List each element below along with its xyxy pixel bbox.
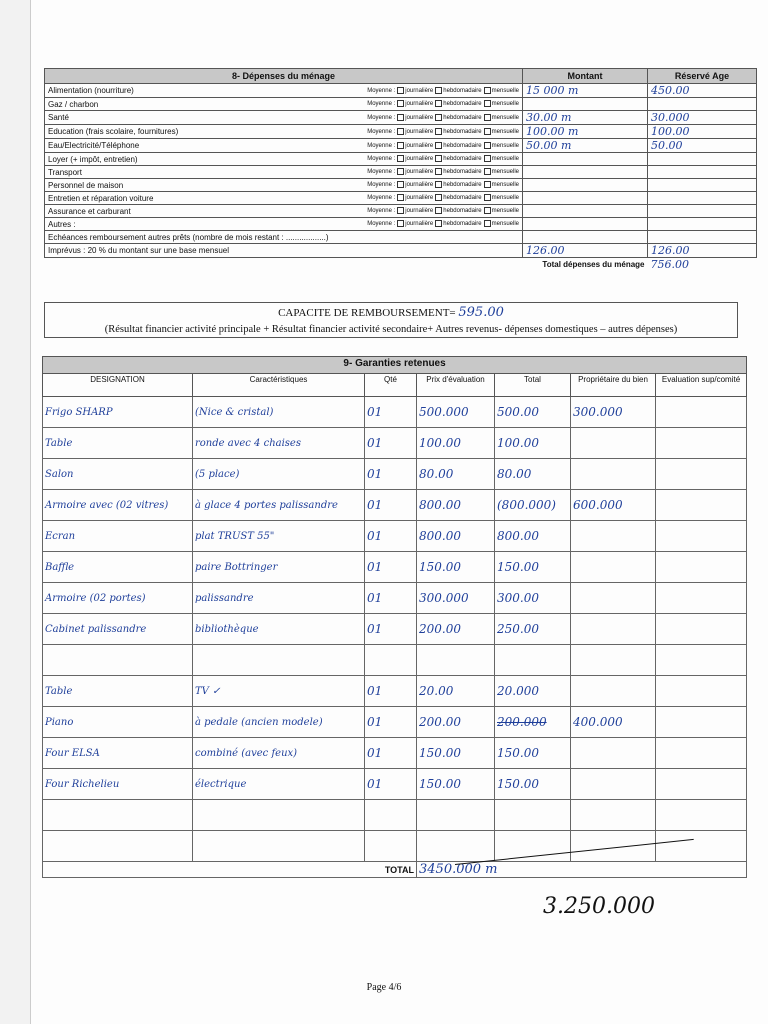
expense-amount [523,179,648,192]
frequency-label: mensuelle [491,143,520,150]
item-owner-value [571,614,656,645]
item-owner-value [571,459,656,490]
expenses-total-row [45,258,757,272]
frequency-checkbox[interactable] [435,194,442,201]
frequency-label: mensuelle [491,88,520,95]
guarantee-row [43,521,747,552]
frequency-checkbox[interactable] [397,207,404,214]
expense-label: Personnel de maison [45,179,345,192]
expense-row [45,218,757,231]
guarantees-column-header: Prix d'évaluation [417,374,495,397]
frequency-checkbox[interactable] [435,220,442,227]
item-price: 800.00 [417,521,495,552]
item-price: 150.00 [417,769,495,800]
frequency-prefix: Moyenne : [367,88,396,95]
item-price: 200.00 [417,707,495,738]
item-quantity: 01 [365,490,417,521]
item-total: 20.000 [495,676,571,707]
expense-reserved: 100.00 [648,125,757,139]
item-total: 150.00 [495,552,571,583]
item-total: 800.00 [495,521,571,552]
guarantee-row [43,800,747,831]
frequency-label: hebdomadaire [443,182,482,189]
expense-row [45,179,757,192]
item-owner-value: 300.000 [571,397,656,428]
capacity-label: CAPACITE DE REMBOURSEMENT= [278,307,456,319]
item-price: 150.00 [417,552,495,583]
frequency-label: journalière [405,115,434,122]
expense-label: Alimentation (nourriture) [45,84,345,98]
expense-reserved [648,166,757,179]
expense-amount [523,205,648,218]
grand-total: 3.250.000 [543,894,655,919]
expense-reserved [648,153,757,166]
expense-row [45,231,757,244]
guarantee-row [43,831,747,862]
frequency-label: mensuelle [491,156,520,163]
item-characteristics: (Nice & cristal) [193,397,365,428]
frequency-label: journalière [405,169,434,176]
frequency-options [345,179,523,192]
frequency-checkbox[interactable] [435,87,442,94]
frequency-checkbox[interactable] [435,181,442,188]
item-designation [43,831,193,862]
frequency-prefix: Moyenne : [367,182,396,189]
item-characteristics: paire Bottringer [193,552,365,583]
item-price: 300.000 [417,583,495,614]
item-designation: Cabinet palissandre [43,614,193,645]
expenses-total-label: Total dépenses du ménage [542,260,645,269]
frequency-label: hebdomadaire [443,88,482,95]
item-quantity: 01 [365,521,417,552]
item-evaluation [656,614,747,645]
item-total: (800.000) [495,490,571,521]
reserved-header: Réservé Age [648,69,757,84]
guarantee-row [43,428,747,459]
item-evaluation [656,459,747,490]
item-price [417,831,495,862]
item-characteristics: bibliothèque [193,614,365,645]
guarantees-table [42,356,747,878]
item-characteristics: plat TRUST 55" [193,521,365,552]
guarantee-row [43,552,747,583]
frequency-options [345,84,523,98]
item-evaluation [656,831,747,862]
item-characteristics: (5 place) [193,459,365,490]
expense-amount [523,231,648,244]
item-designation [43,645,193,676]
frequency-checkbox[interactable] [484,87,491,94]
frequency-checkbox[interactable] [484,114,491,121]
item-total: 80.00 [495,459,571,490]
expense-reserved: 450.00 [648,84,757,98]
amount-header: Montant [523,69,648,84]
item-price: 500.000 [417,397,495,428]
item-evaluation [656,676,747,707]
frequency-checkbox[interactable] [484,100,491,107]
frequency-checkbox[interactable] [397,194,404,201]
frequency-prefix: Moyenne : [367,221,396,228]
expense-label: Santé [45,111,345,125]
frequency-prefix: Moyenne : [367,129,396,136]
expense-row [45,98,757,111]
item-designation: Salon [43,459,193,490]
item-price: 80.00 [417,459,495,490]
expense-reserved [648,179,757,192]
item-price: 200.00 [417,614,495,645]
frequency-options [345,153,523,166]
frequency-checkbox[interactable] [435,168,442,175]
frequency-prefix: Moyenne : [367,143,396,150]
item-total: 250.00 [495,614,571,645]
frequency-label: journalière [405,101,434,108]
item-quantity: 01 [365,397,417,428]
frequency-options [345,192,523,205]
frequency-checkbox[interactable] [435,155,442,162]
frequency-label: journalière [405,195,434,202]
guarantee-row [43,676,747,707]
frequency-checkbox[interactable] [397,100,404,107]
item-evaluation [656,428,747,459]
guarantee-row [43,738,747,769]
guarantee-row [43,459,747,490]
frequency-checkbox[interactable] [397,168,404,175]
guarantees-column-header: Propriétaire du bien [571,374,656,397]
item-owner-value [571,769,656,800]
item-designation: Four ELSA [43,738,193,769]
item-quantity: 01 [365,769,417,800]
guarantee-row [43,645,747,676]
item-designation: Armoire (02 portes) [43,583,193,614]
item-total: 500.00 [495,397,571,428]
frequency-label: journalière [405,88,434,95]
item-owner-value [571,800,656,831]
expense-amount: 15 000 m [523,84,648,98]
item-total: 200.000 [495,707,571,738]
item-characteristics: TV ✓ [193,676,365,707]
frequency-label: hebdomadaire [443,101,482,108]
expense-amount [523,192,648,205]
item-price: 20.00 [417,676,495,707]
item-price: 800.00 [417,490,495,521]
frequency-checkbox[interactable] [484,207,491,214]
guarantees-column-header: Qté [365,374,417,397]
guarantees-title: 9- Garanties retenues [43,357,747,374]
item-evaluation [656,397,747,428]
expense-amount: 100.00 m [523,125,648,139]
item-price: 150.00 [417,738,495,769]
expense-label: Transport [45,166,345,179]
item-total: 150.00 [495,769,571,800]
item-quantity: 01 [365,583,417,614]
expense-row [45,139,757,153]
expense-row [45,111,757,125]
frequency-options [345,111,523,125]
frequency-checkbox[interactable] [484,155,491,162]
item-evaluation [656,800,747,831]
item-quantity [365,645,417,676]
item-price [417,645,495,676]
frequency-checkbox[interactable] [397,220,404,227]
frequency-checkbox[interactable] [397,155,404,162]
item-quantity [365,800,417,831]
item-characteristics: à glace 4 portes palissandre [193,490,365,521]
item-quantity: 01 [365,552,417,583]
expense-label: Eau/Electricité/Téléphone [45,139,345,153]
item-designation: Armoire avec (02 vitres) [43,490,193,521]
item-total [495,800,571,831]
frequency-label: mensuelle [491,182,520,189]
item-quantity [365,831,417,862]
expense-label: Loyer (+ impôt, entretien) [45,153,345,166]
item-evaluation [656,552,747,583]
frequency-checkbox[interactable] [484,194,491,201]
expense-amount [523,166,648,179]
item-quantity: 01 [365,738,417,769]
expense-amount [523,153,648,166]
item-owner-value [571,552,656,583]
item-characteristics [193,800,365,831]
frequency-prefix: Moyenne : [367,195,396,202]
expense-row [45,244,757,258]
expense-label: Echéances remboursement autres prêts (nombre de mois restant : ..................) [45,231,523,244]
item-designation: Frigo SHARP [43,397,193,428]
frequency-label: hebdomadaire [443,129,482,136]
expense-reserved [648,205,757,218]
item-designation: Baffle [43,552,193,583]
expense-reserved [648,192,757,205]
item-price: 100.00 [417,428,495,459]
item-price [417,800,495,831]
guarantees-total-value: 3450.000 m [417,862,747,878]
guarantees-column-header: Total [495,374,571,397]
frequency-checkbox[interactable] [397,142,404,149]
expense-amount [523,98,648,111]
item-evaluation [656,490,747,521]
item-owner-value [571,521,656,552]
frequency-label: hebdomadaire [443,195,482,202]
page-number: Page 4/6 [366,982,402,993]
item-designation: Piano [43,707,193,738]
item-owner-value [571,831,656,862]
expense-label: Gaz / charbon [45,98,345,111]
frequency-checkbox[interactable] [435,207,442,214]
guarantee-row [43,397,747,428]
expense-label: Imprévus : 20 % du montant sur une base mensuel [45,244,523,258]
item-total: 100.00 [495,428,571,459]
item-characteristics: combiné (avec feux) [193,738,365,769]
expense-label: Assurance et carburant [45,205,345,218]
item-characteristics: palissandre [193,583,365,614]
frequency-label: hebdomadaire [443,143,482,150]
frequency-label: journalière [405,156,434,163]
guarantees-column-header: Evaluation sup/comité [656,374,747,397]
item-characteristics: ronde avec 4 chaises [193,428,365,459]
expense-row [45,192,757,205]
expense-row [45,125,757,139]
frequency-label: journalière [405,221,434,228]
frequency-checkbox[interactable] [435,100,442,107]
item-total: 150.00 [495,738,571,769]
guarantees-column-header: DESIGNATION [43,374,193,397]
expense-label: Entretien et réparation voiture [45,192,345,205]
frequency-prefix: Moyenne : [367,156,396,163]
item-owner-value: 400.000 [571,707,656,738]
frequency-label: mensuelle [491,115,520,122]
item-owner-value [571,583,656,614]
item-evaluation [656,769,747,800]
frequency-label: journalière [405,182,434,189]
repayment-capacity-box [44,302,738,338]
frequency-label: journalière [405,208,434,215]
guarantees-total-label: TOTAL [43,862,417,878]
item-quantity: 01 [365,676,417,707]
expense-reserved: 50.00 [648,139,757,153]
item-designation [43,800,193,831]
guarantees-column-header: Caractéristiques [193,374,365,397]
frequency-label: mensuelle [491,221,520,228]
item-evaluation [656,738,747,769]
household-expenses-table [44,68,757,271]
item-designation: Ecran [43,521,193,552]
expense-amount: 30.00 m [523,111,648,125]
frequency-checkbox[interactable] [397,114,404,121]
frequency-prefix: Moyenne : [367,101,396,108]
frequency-checkbox[interactable] [397,128,404,135]
frequency-label: hebdomadaire [443,156,482,163]
frequency-checkbox[interactable] [435,142,442,149]
frequency-checkbox[interactable] [435,128,442,135]
expense-label: Education (frais scolaire, fournitures) [45,125,345,139]
expense-row [45,84,757,98]
frequency-options [345,139,523,153]
frequency-label: mensuelle [491,129,520,136]
item-owner-value: 600.000 [571,490,656,521]
guarantee-row [43,769,747,800]
frequency-label: hebdomadaire [443,208,482,215]
item-evaluation [656,645,747,676]
frequency-options [345,125,523,139]
frequency-options [345,205,523,218]
item-owner-value [571,738,656,769]
frequency-checkbox[interactable] [484,181,491,188]
frequency-label: hebdomadaire [443,169,482,176]
item-evaluation [656,583,747,614]
item-designation: Four Richelieu [43,769,193,800]
expense-row [45,153,757,166]
expenses-title: 8- Dépenses du ménage [45,69,523,84]
expense-reserved [648,218,757,231]
frequency-checkbox[interactable] [397,181,404,188]
capacity-value: 595.00 [458,305,504,320]
item-characteristics: électrique [193,769,365,800]
frequency-checkbox[interactable] [484,142,491,149]
frequency-label: mensuelle [491,101,520,108]
item-characteristics [193,831,365,862]
expense-reserved: 126.00 [648,244,757,258]
frequency-label: mensuelle [491,195,520,202]
item-quantity: 01 [365,459,417,490]
frequency-options [345,98,523,111]
frequency-label: hebdomadaire [443,221,482,228]
frequency-checkbox[interactable] [484,168,491,175]
frequency-checkbox[interactable] [397,87,404,94]
expense-amount [523,218,648,231]
expense-row [45,166,757,179]
guarantee-row [43,583,747,614]
frequency-prefix: Moyenne : [367,208,396,215]
item-designation: Table [43,428,193,459]
item-total [495,645,571,676]
item-quantity: 01 [365,428,417,459]
expense-amount: 50.00 m [523,139,648,153]
expense-label: Autres : [45,218,345,231]
item-characteristics: à pedale (ancien modele) [193,707,365,738]
frequency-prefix: Moyenne : [367,169,396,176]
expense-amount: 126.00 [523,244,648,258]
frequency-checkbox[interactable] [484,128,491,135]
item-quantity: 01 [365,707,417,738]
frequency-label: mensuelle [491,208,520,215]
frequency-label: hebdomadaire [443,115,482,122]
frequency-label: journalière [405,129,434,136]
item-owner-value [571,428,656,459]
item-designation: Table [43,676,193,707]
frequency-checkbox[interactable] [484,220,491,227]
item-owner-value [571,645,656,676]
guarantee-row [43,614,747,645]
capacity-note: (Résultat financier activité principale + Résultat financier activité secondaire+ Autres revenus- dépenses domestiques – autres dépenses) [104,324,678,335]
expense-row [45,205,757,218]
frequency-label: mensuelle [491,169,520,176]
item-evaluation [656,707,747,738]
frequency-options [345,166,523,179]
item-evaluation [656,521,747,552]
item-owner-value [571,676,656,707]
frequency-prefix: Moyenne : [367,115,396,122]
expense-reserved: 30.000 [648,111,757,125]
expense-reserved [648,231,757,244]
frequency-checkbox[interactable] [435,114,442,121]
item-characteristics [193,645,365,676]
item-quantity: 01 [365,614,417,645]
guarantee-row [43,490,747,521]
frequency-options [345,218,523,231]
item-total: 300.00 [495,583,571,614]
expense-reserved [648,98,757,111]
guarantee-row [43,707,747,738]
expenses-total-value: 756.00 [650,258,690,271]
frequency-label: journalière [405,143,434,150]
